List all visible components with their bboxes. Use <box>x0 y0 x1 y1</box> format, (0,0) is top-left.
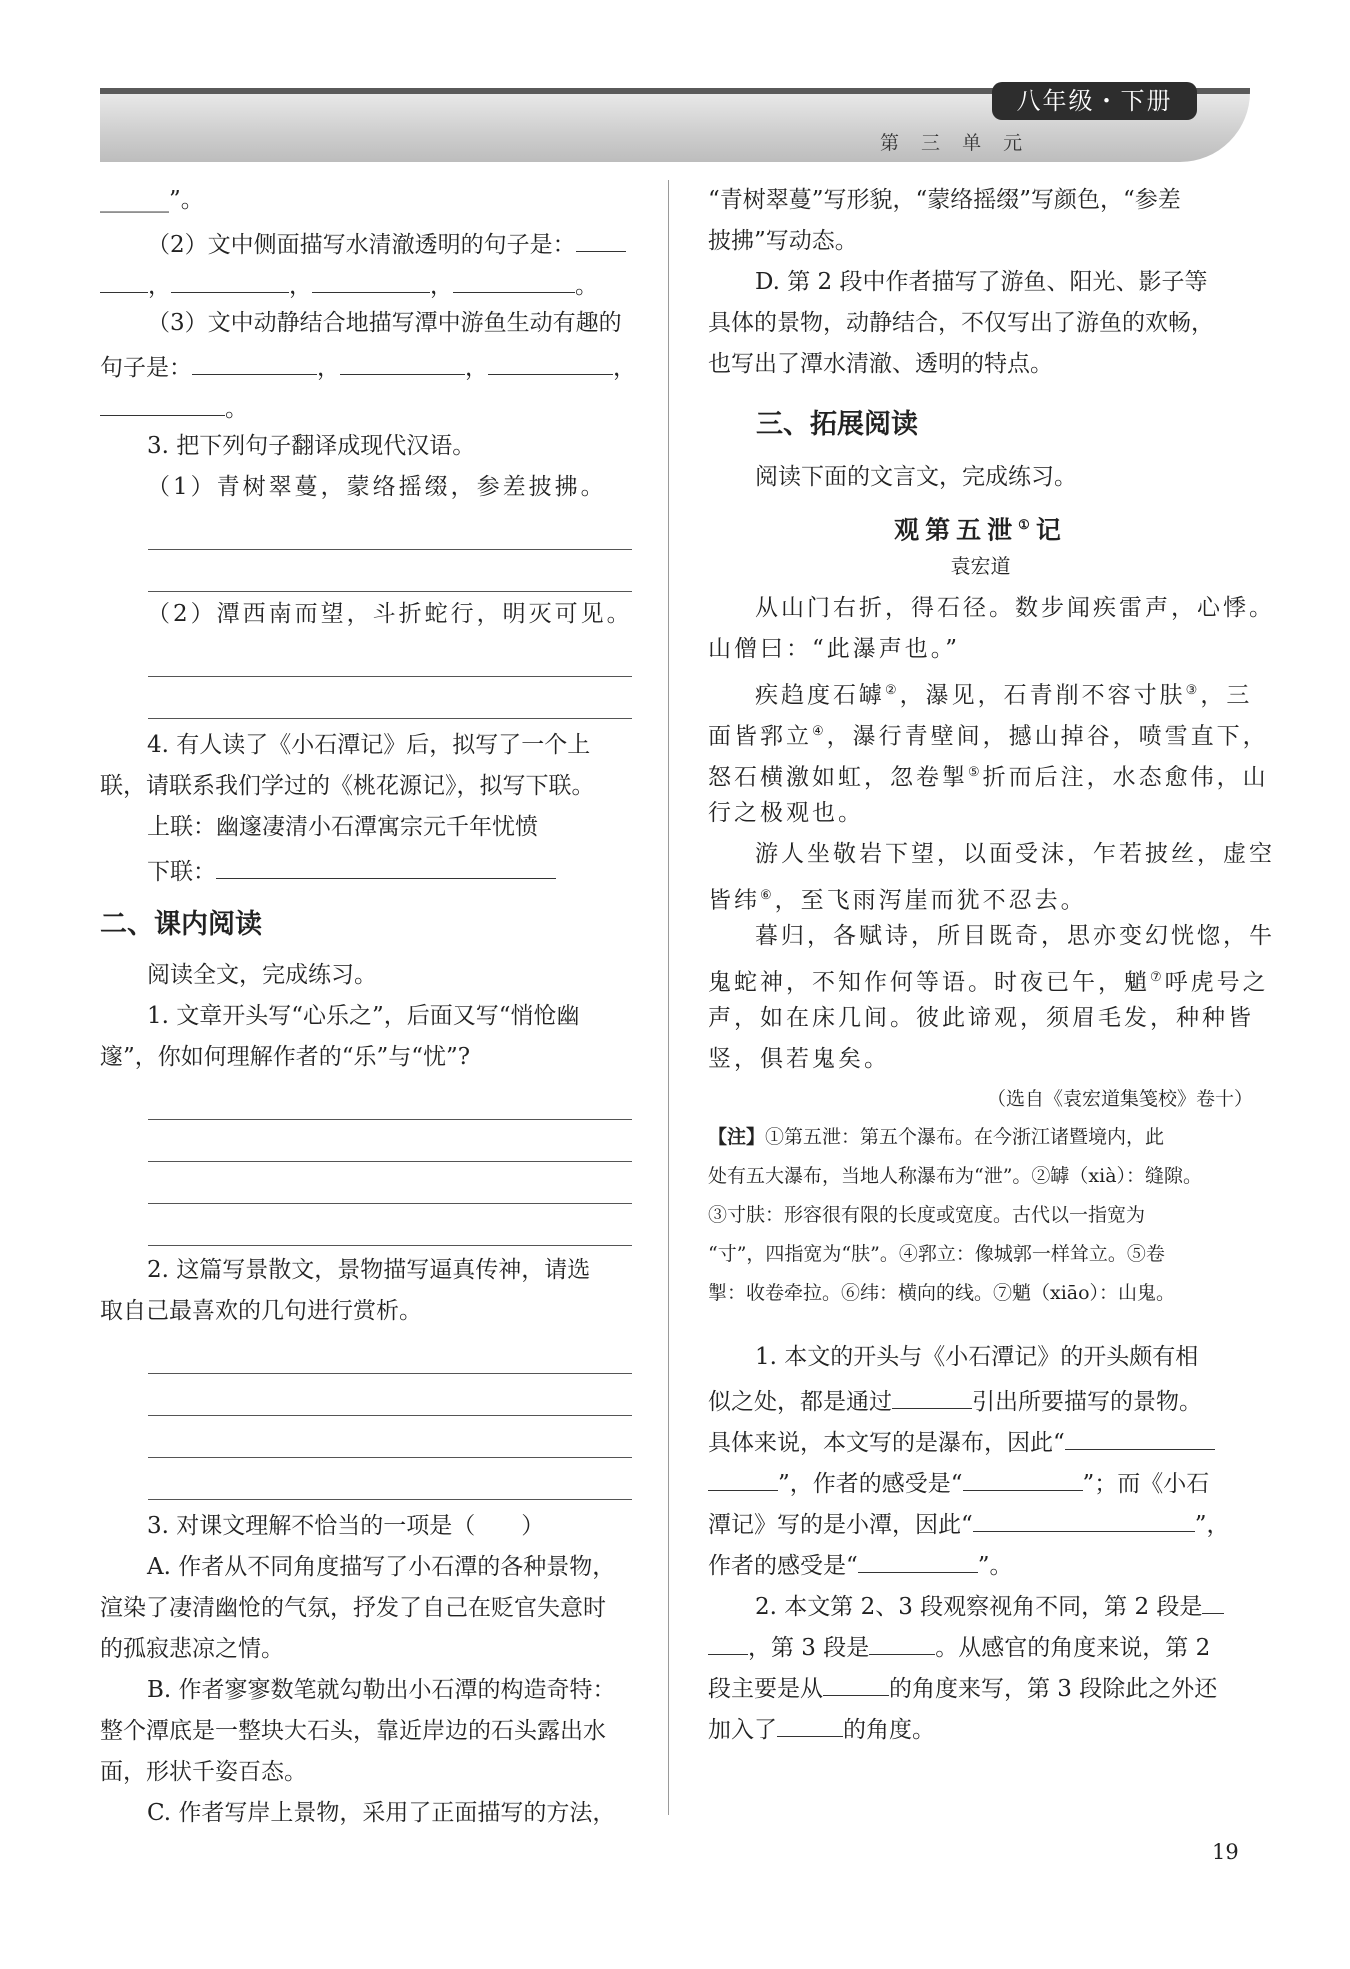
question-line: 联，请联系我们学过的《桃花源记》，拟写下联。 <box>100 773 595 799</box>
option-b-line: 面，形状千姿百态。 <box>100 1759 307 1785</box>
question-line: 4. 有人读了《小石潭记》后，拟写了一个上 <box>147 732 591 758</box>
text-span: 句子是： <box>100 355 192 381</box>
question-line: 邃”，你如何理解作者的“乐”与“忧”? <box>100 1044 471 1070</box>
text-span: ，瀑见，石青削不容寸肤 <box>899 682 1186 709</box>
option-d-line: 也写出了潭水清澈、透明的特点。 <box>708 351 1053 377</box>
answer-blank[interactable] <box>100 262 148 293</box>
answer-line[interactable] <box>148 1458 632 1500</box>
text-span: ⑦ <box>1150 970 1165 985</box>
option-a-line: 渲染了凄清幽怆的气氛，抒发了自己在贬官失意时 <box>100 1595 606 1621</box>
text-span: ① <box>1018 518 1036 533</box>
question-line <box>708 1419 1253 1460</box>
question-line <box>708 1542 1253 1583</box>
passage-line: 行之极观也。 <box>708 800 864 826</box>
question-line <box>708 1624 1253 1665</box>
passage-title <box>708 504 1253 548</box>
answer-blank[interactable] <box>100 385 225 416</box>
answer-blank[interactable] <box>823 1665 889 1696</box>
answer-blank[interactable] <box>1202 1583 1224 1614</box>
text-span: 的角度来写，第 3 段除此之外还 <box>889 1676 1218 1702</box>
note-line: ③寸肤：形容很有限的长度或宽度。古代以一指宽为 <box>708 1204 1146 1226</box>
question-line <box>708 1378 1253 1419</box>
text-span: ② <box>885 683 900 698</box>
text-span: 疾趋度石罅 <box>755 682 885 709</box>
text-span: 记 <box>1035 515 1067 545</box>
sentence-line: （1）青树翠蔓，蒙络摇缀，参差披拂。 <box>147 474 607 500</box>
note-line: “寸”，四指宽为“肤”。④郛立：像城郭一样耸立。⑤卷 <box>708 1243 1165 1265</box>
question-line <box>708 1460 1253 1501</box>
answer-blank[interactable] <box>963 1460 1083 1491</box>
note-line: 处有五大瀑布，当地人称瀑布为“泄”。②罅（xià）：缝隙。 <box>708 1165 1203 1187</box>
passage-line <box>708 711 1269 752</box>
answer-line[interactable] <box>148 508 632 550</box>
blank-line: 。 <box>100 385 640 426</box>
option-b-line: B. 作者寥寥数笔就勾勒出小石潭的构造奇特： <box>147 1677 616 1703</box>
left-column <box>100 180 640 1834</box>
text-span: （2）文中侧面描写水清澈透明的句子是： <box>147 232 576 258</box>
blank-line: 句子是： ， ， ， <box>100 344 640 385</box>
text-span: ，瀑行青壁间，撼山掉谷，喷雪直下， <box>826 723 1269 750</box>
right-column <box>708 180 1275 1747</box>
text-span: 呼虎号之 <box>1164 969 1269 996</box>
passage-line: 声，如在床几间。彼此谛观，须眉毛发，种种皆 <box>708 1005 1254 1031</box>
answer-blank[interactable] <box>1065 1419 1215 1450</box>
answer-blank[interactable] <box>708 1460 778 1491</box>
answer-blank[interactable] <box>576 221 626 252</box>
answer-line[interactable] <box>148 1332 632 1374</box>
grade-tag: 八年级・下册 <box>992 82 1197 120</box>
text-line: ______”。 <box>100 187 204 213</box>
passage-line: 游人坐敬岩下望，以面受沫，乍若披丝，虚空 <box>755 841 1275 867</box>
passage-line <box>708 875 1253 916</box>
question-line: 3. 对课文理解不恰当的一项是（ ） <box>147 1513 545 1539</box>
text-span: 面皆郛立 <box>708 723 812 750</box>
text-span: 。从感官的角度来说，第 2 <box>935 1635 1211 1661</box>
passage-line <box>708 957 1269 998</box>
answer-blank[interactable] <box>340 344 465 375</box>
text-span: 潭记》写的是小潭，因此“ <box>708 1512 973 1538</box>
text-span: 具体来说，本文写的是瀑布，因此“ <box>708 1430 1065 1456</box>
text-span: ⑥ <box>760 888 775 903</box>
answer-line[interactable] <box>148 1120 632 1162</box>
column-divider <box>668 180 669 1815</box>
question-line: 1. 文章开头写“心乐之”，后面又写“悄怆幽 <box>147 1003 580 1029</box>
text-span: ”， <box>1194 1512 1230 1538</box>
question-line <box>708 1706 1253 1747</box>
text-span: 皆纬 <box>708 887 760 914</box>
answer-blank[interactable] <box>488 344 613 375</box>
answer-blank[interactable] <box>777 1706 843 1737</box>
instruction-line: 阅读全文，完成练习。 <box>147 962 377 988</box>
text-span: ④ <box>812 724 827 739</box>
question-line: （3）文中动静结合地描写潭中游鱼生动有趣的 <box>147 310 622 336</box>
option-d-line: 具体的景物，动静结合，不仅写出了游鱼的欢畅， <box>708 310 1214 336</box>
passage-line: 山僧曰：“此瀑声也。” <box>708 636 961 662</box>
question-line: 2. 这篇写景散文，景物描写逼真传神，请选 <box>147 1257 591 1283</box>
notes-block <box>708 1118 1253 1313</box>
instruction-line: 阅读下面的文言文，完成练习。 <box>755 464 1077 490</box>
text-span: ”，作者的感受是“ <box>778 1471 963 1497</box>
answer-line[interactable] <box>148 635 632 677</box>
passage-source: （选自《袁宏道集笺校》卷十） <box>986 1088 1253 1110</box>
passage-line: 暮归，各赋诗，所目既奇，思亦变幻恍惚，牛 <box>755 923 1275 949</box>
answer-line[interactable] <box>148 677 632 719</box>
option-c-line: C. 作者写岸上景物，采用了正面描写的方法， <box>147 1800 616 1826</box>
answer-blank[interactable] <box>869 1624 935 1655</box>
option-d-line: D. 第 2 段中作者描写了游鱼、阳光、影子等 <box>755 269 1208 295</box>
answer-blank[interactable] <box>708 1624 748 1655</box>
answer-line[interactable] <box>148 1374 632 1416</box>
answer-line[interactable] <box>148 1078 632 1120</box>
passage-line: 竖，俱若鬼矣。 <box>708 1046 890 1072</box>
question-line: 取自己最喜欢的几句进行赏析。 <box>100 1298 422 1324</box>
text-span: ③ <box>1185 683 1201 698</box>
text-span: 作者的感受是“ <box>708 1553 858 1579</box>
text-span: 观第五泄 <box>894 515 1019 545</box>
answer-blank[interactable] <box>892 1378 972 1409</box>
text-span: 2. 本文第 2、3 段观察视角不同，第 2 段是 <box>755 1594 1203 1620</box>
answer-blank[interactable] <box>216 848 556 879</box>
text-span: ①第五泄：第五个瀑布。在今浙江诸暨境内，此 <box>765 1126 1165 1148</box>
text-span: ”。 <box>977 1553 1013 1579</box>
page-number: 19 <box>1212 1840 1239 1864</box>
sentence-line: （2）潭西南而望，斗折蛇行，明灭可见。 <box>147 601 633 627</box>
option-a-line: 的孤寂悲凉之情。 <box>100 1636 284 1662</box>
passage-line <box>708 752 1269 793</box>
question-line <box>708 1583 1253 1624</box>
text-span: 折而后注，水态愈伟，山 <box>982 764 1269 791</box>
unit-label: 第 三 单 元 <box>880 132 1031 154</box>
answer-blank[interactable] <box>171 262 289 293</box>
passage-line: 从山门右折，得石径。数步闻疾雷声，心悸。 <box>755 595 1275 621</box>
note-line: 掣：收卷牵拉。⑥纬：横向的线。⑦魈（xiāo）：山鬼。 <box>708 1282 1176 1304</box>
answer-blank[interactable] <box>312 262 430 293</box>
text-span: 鬼蛇神，不知作何等语。时夜已午，魈 <box>708 969 1150 996</box>
question-line: 3. 把下列句子翻译成现代汉语。 <box>147 433 476 459</box>
answer-blank[interactable] <box>453 262 575 293</box>
question-line: 1. 本文的开头与《小石潭记》的开头颇有相 <box>755 1344 1199 1370</box>
text-span: 的角度。 <box>843 1717 935 1743</box>
text-span: ，三 <box>1200 682 1253 709</box>
answer-blank[interactable] <box>973 1501 1195 1532</box>
text-span: ，至飞雨泻崖而犹不忍去。 <box>774 887 1087 914</box>
answer-line[interactable] <box>148 1416 632 1458</box>
section-title: 三、拓展阅读 <box>756 409 918 440</box>
answer-line[interactable] <box>148 1162 632 1204</box>
text-span: 加入了 <box>708 1717 777 1743</box>
text-span: 似之处，都是通过 <box>708 1389 892 1415</box>
answer-blank[interactable] <box>192 344 317 375</box>
option-c-line: “青树翠蔓”写形貌，“蒙络摇缀”写颜色，“参差 <box>708 187 1181 213</box>
text-span: ⑤ <box>968 765 983 780</box>
answer-line[interactable] <box>148 1204 632 1246</box>
question-line <box>708 1665 1253 1706</box>
note-tag: 【注】 <box>708 1126 766 1148</box>
section-title: 二、课内阅读 <box>100 909 262 940</box>
text-span: 段主要是从 <box>708 1676 823 1702</box>
text-span: 怒石横激如虹，忽卷掣 <box>708 764 968 791</box>
question-line <box>708 1501 1253 1542</box>
answer-blank[interactable] <box>858 1542 978 1573</box>
blank-line: ， ， ， 。 <box>100 262 640 303</box>
couplet-lower <box>100 848 640 889</box>
question-line <box>100 221 640 262</box>
text-span: ”；而《小石 <box>1082 1471 1210 1497</box>
option-a-line: A. 作者从不同角度描写了小石潭的各种景物， <box>147 1554 616 1580</box>
passage-author: 袁宏道 <box>950 554 1011 578</box>
option-b-line: 整个潭底是一整块大石头，靠近岸边的石头露出水 <box>100 1718 606 1744</box>
text-span: ，第 3 段是 <box>748 1635 870 1661</box>
answer-line[interactable] <box>148 550 632 592</box>
text-span: 引出所要描写的景物。 <box>972 1389 1202 1415</box>
text-span: 下联： <box>147 859 216 885</box>
option-c-line: 披拂”写动态。 <box>708 228 858 254</box>
couplet-upper: 上联：幽邃凄清小石潭寓宗元千年忧愤 <box>147 814 538 840</box>
passage-line <box>708 670 1253 711</box>
